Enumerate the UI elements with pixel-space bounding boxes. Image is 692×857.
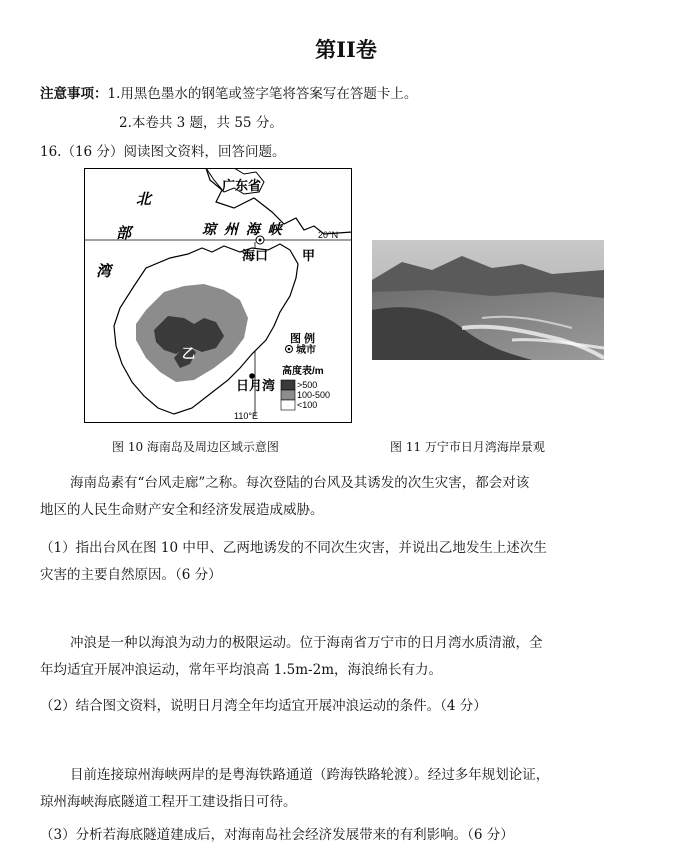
legend-high: >500 bbox=[297, 380, 318, 390]
notice-item-2: 2.本卷共 3 题，共 55 分。 bbox=[119, 115, 283, 131]
paragraph-1-line-2: 地区的人民生命财产安全和经济发展造成威胁。 bbox=[40, 502, 324, 518]
label-longitude: 110°E bbox=[234, 411, 258, 421]
page-title: 第II卷 bbox=[315, 37, 377, 62]
label-qiongzhou: 琼 州 海 峡 bbox=[202, 221, 284, 237]
question-3: （3）分析若海底隧道建成后，对海南岛社会经济发展带来的有利影响。（6 分） bbox=[40, 827, 514, 843]
figure-10-caption: 图 10 海南岛及周边区域示意图 bbox=[112, 440, 279, 454]
legend-title: 图 例 bbox=[290, 333, 316, 345]
notice-line-1 bbox=[40, 82, 417, 102]
paragraph-3-line-1: 目前连接琼州海峡两岸的是粤海铁路通道（跨海铁路轮渡）。经过多年规划论证， bbox=[70, 767, 550, 783]
label-latitude: 20°N bbox=[318, 230, 339, 240]
label-wan: 湾 bbox=[96, 263, 112, 280]
notice-label: 注意事项： bbox=[40, 86, 108, 102]
question-16-heading: 16.（16 分）阅读图文资料，回答问题。 bbox=[40, 144, 286, 160]
notice-item-1: 1.用黑色墨水的钢笔或签字笔将答案写在答题卡上。 bbox=[107, 86, 418, 102]
paragraph-3-line-2: 琼州海峡海底隧道工程开工建设指日可待。 bbox=[40, 794, 297, 810]
label-haikou: 海口 bbox=[242, 248, 269, 263]
label-riyuewan: 日月湾 bbox=[236, 378, 276, 393]
label-bu: 部 bbox=[116, 225, 132, 242]
legend-low: <100 bbox=[297, 400, 318, 410]
riyuewan-coast-photo bbox=[372, 240, 604, 360]
legend-mid: 100-500 bbox=[297, 390, 331, 400]
label-yi: 乙 bbox=[182, 346, 196, 361]
question-1-line-2: 灾害的主要自然原因。（6 分） bbox=[40, 567, 222, 583]
label-guangdong: 广东省 bbox=[222, 178, 262, 193]
legend-height-title: 高度表/m bbox=[282, 366, 324, 377]
paragraph-2-line-1: 冲浪是一种以海浪为动力的极限运动。位于海南省万宁市的日月湾水质清澈，全 bbox=[70, 635, 543, 651]
label-north: 北 bbox=[136, 191, 152, 208]
legend-city: 城市 bbox=[296, 345, 316, 356]
figure-11-caption: 图 11 万宁市日月湾海岸景观 bbox=[390, 440, 545, 454]
question-2: （2）结合图文资料，说明日月湾全年均适宜开展冲浪运动的条件。（4 分） bbox=[40, 698, 487, 714]
hainan-map-figure bbox=[84, 168, 352, 423]
paragraph-1-line-1: 海南岛素有“台风走廊”之称。每次登陆的台风及其诱发的次生灾害，都会对该 bbox=[70, 475, 530, 491]
label-jia: 甲 bbox=[302, 248, 316, 263]
question-1-line-1: （1）指出台风在图 10 中甲、乙两地诱发的不同次生灾害，并说出乙地发生上述次生 bbox=[40, 540, 547, 556]
paragraph-2-line-2: 年均适宜开展冲浪运动，常年平均浪高 1.5m-2m，海浪绵长有力。 bbox=[40, 662, 443, 678]
